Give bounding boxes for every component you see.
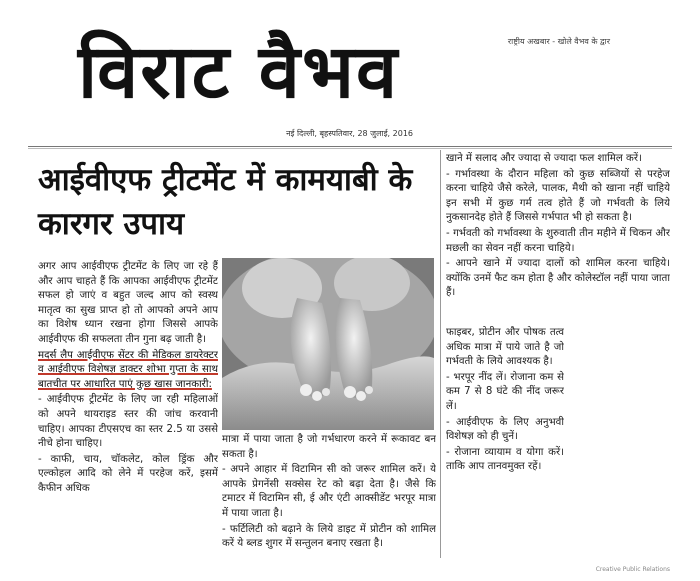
footnote: Creative Public Relations <box>595 566 670 573</box>
baby-feet-photo-icon <box>222 258 434 430</box>
article-column-right <box>446 152 670 326</box>
baby-feet-illustration-icon <box>222 258 434 430</box>
list-item: - आईवीएफ के लिए अनुभवी विशेषज्ञ को ही चुनें। <box>446 416 564 443</box>
article-headline: आईवीएफ ट्रीटमेंट में कामयाबी के कारगर उपाय <box>38 162 413 242</box>
list-item: - रोजाना व्यायाम व योगा करें। ताकि आप तानवमुक्त रहें। <box>446 446 564 473</box>
list-item: खाने में सलाद और ज्यादा से ज्यादा फल शामिल करें। <box>446 153 642 164</box>
masthead-divider <box>28 146 672 147</box>
article-column-right-narrow <box>446 326 564 536</box>
dateline: नई दिल्ली, बृहस्पतिवार, 28 जुलाई, 2016 <box>286 129 413 138</box>
article-column-left <box>38 260 218 560</box>
masthead-divider-secondary <box>28 148 672 149</box>
list-item: - काफी, चाय, चॉकलेट, कोल ड्रिंक और एल्कोहल आदि को लेने में परहेज करें, इसमें कैफीन अधिक <box>38 453 218 494</box>
list-item: - फर्टिलिटी को बढ़ाने के लिये डाइट में प्रोटीन को शामिल करें ये ब्लड शुगर में सन्तुलन बनाए रखता है। <box>222 523 436 550</box>
list-item: - भरपूर नींद लें। रोजाना कम से कम 7 से 8 घंटे की नींद जरूर लें। <box>446 371 564 412</box>
list-item: - गर्भवती को गर्भावस्था के शुरुवाती तीन महीने में चिकन और मछली का सेवन नहीं करना चाहिये। <box>446 227 670 254</box>
newspaper-title: विराट वैभव <box>78 29 400 115</box>
list-item: - आईवीएफ ट्रीटमेंट के लिए जा रही महिलाओं को अपने थायराइड स्तर की जांच करवानी चाहिए। आपका टीएसएच का स्तर 2.5 या उससे नीचे होना चाहिए। <box>38 394 218 450</box>
list-item: - गर्भावस्था के दौरान महिला को कुछ सब्जियों से परहेज करना चाहिये जैसे करेले, पालक, मैथी को खाना नहीं चाहिये इन सभी में कुछ गर्म तत्व होते हैं जो गर्भवती के लिये नुकसानदेह होते हैं जिससे गर्भपात भी हो सकता है। <box>446 168 670 224</box>
list-item: मात्रा में पाया जाता है जो गर्भधारण करने में रूकावट बन सकता है। <box>222 434 436 460</box>
masthead <box>78 28 618 142</box>
list-item: फाइबर, प्रोटीन और पोषक तत्व अधिक मात्रा में पाये जाते है जो गर्भवती के लिये आवश्यक है। <box>446 327 564 368</box>
article-highlight: मदर्स लैप आईवीएफ सेंटर की मेडिकल डायरेक्टर व आईवीएफ विशेषज्ञ डाक्टर शोभा गुप्ता के साथ बातचीत पर आधारित पाएं कुछ खास जानकारी: <box>38 349 218 390</box>
list-item: - आपने खाने में ज्यादा दालों को शामिल करना चाहिये। क्योंकि उनमें फैट कम होता है और कोलेस्टॉल नहीं पाया जाता हैं। <box>446 258 670 299</box>
newspaper-tagline: राष्ट्रीय अखबार - खोले वैभव के द्वार <box>507 37 610 46</box>
article-column-middle <box>222 433 436 558</box>
list-item: - अपने आहार में विटामिन सी को जरूर शामिल करें। ये आपके प्रेगनेंसी सक्सेस रेट को बढ़ा देता है। जैसे कि टमाटर में विटामिन सी, ई और एंटी आक्सीडेंट भरपूर मात्रा में पाया जाता है। <box>222 464 436 519</box>
article-intro: अगर आप आईवीएफ ट्रीटमेंट के लिए जा रहे हैं और आप चाहते हैं कि आपका आईवीएफ ट्रीटमेंट सफल हो जाएं व बहुत जल्द आप को स्वस्थ मातृत्व का सुख प्राप्त हो तो आपको अपने आप का विशेष ध्यान रखना होगा जिससे आपके आईवीएफ की सफलता तीन गुना बढ़ जाती है। <box>38 261 218 345</box>
column-divider <box>440 150 441 558</box>
